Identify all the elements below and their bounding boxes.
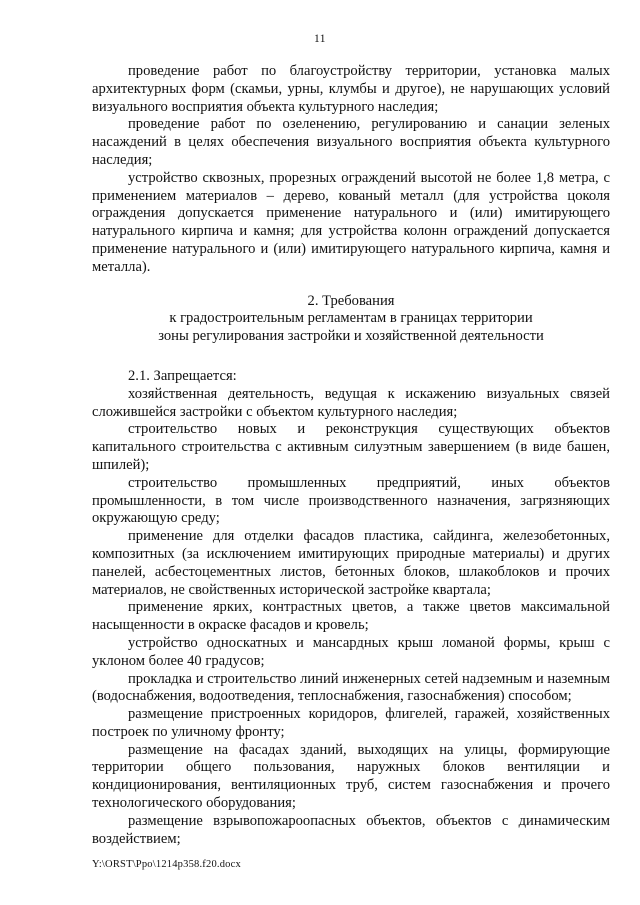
document-body: [92, 63, 610, 848]
paragraph: проведение работ по озеленению, регулированию и санации зеленых насаждений в целях обеспечения визуального восприятия объекта культурного наследия;: [92, 116, 610, 168]
list-item: применение ярких, контрастных цветов, а также цветов максимальной насыщенности в окраске фасадов и кровель;: [92, 599, 610, 634]
paragraph: проведение работ по благоустройству территории, установка малых архитектурных форм (скамьи, урны, клумбы и другое), не нарушающих условий визуального восприятия объекта культурного наследия;: [92, 63, 610, 115]
list-item: строительство промышленных предприятий, иных объектов промышленности, в том числе производственного назначения, загрязняющих окружающую среду;: [92, 474, 610, 527]
section-subtitle: зоны регулирования застройки и хозяйственной деятельности: [158, 328, 544, 345]
list-item: размещение пристроенных коридоров, флигелей, гаражей, хозяйственных построек по уличному фронту;: [92, 706, 610, 740]
list-item: устройство односкатных и мансардных крыш ломаной формы, крыш с уклоном более 40 градусов;: [92, 634, 610, 669]
list-item: применение для отделки фасадов пластика, сайдинга, железобетонных, композитных (за исключением имитирующих природные материалы) и других панелей, асбестоцементных листов, бетонных блоков, шлакоблоков и прочих материалов, не свойственных исторической застройке квартала;: [92, 528, 610, 598]
list-item: размещение на фасадах зданий, выходящих на улицы, формирующие территории общего пользования, наружных блоков вентиляции и кондиционирования, вентиляционных труб, систем газоснабжения и прочего технологического оборудования;: [92, 741, 610, 812]
page-number: 11: [313, 33, 327, 45]
list-item: хозяйственная деятельность, ведущая к искажению визуальных связей сложившейся застройки с объектом культурного наследия;: [92, 385, 610, 420]
list-item: прокладка и строительство линий инженерных сетей надземным и наземным (водоснабжения, водоотведения, теплоснабжения, газоснабжения) способом;: [92, 670, 610, 705]
section-subtitle: к градостроительным регламентам в границах территории: [169, 310, 533, 327]
paragraph: устройство сквозных, прорезных ограждений высотой не более 1,8 метра, с применением материалов – дерево, кованый металл (для устройства цоколя ограждения допускается применение натурального и (или) имитирующего натурального кирпича и камня; для устройства колонн ограждений допускается применение натурального и (или) имитирующего натурального кирпича, камня и металла).: [92, 169, 610, 275]
footer-file-path: Y:\ORST\Ppo\1214p358.f20.docx: [92, 859, 241, 870]
subsection-heading: 2.1. Запрещается:: [128, 367, 237, 384]
section-heading: [92, 293, 610, 346]
section-title: 2. Требования: [307, 292, 395, 309]
list-item: размещение взрывопожароопасных объектов, объектов с динамическим воздействием;: [92, 812, 610, 847]
list-item: строительство новых и реконструкция существующих объектов капитального строительства с активным силуэтным завершением (в виде башен, шпилей);: [92, 421, 610, 473]
